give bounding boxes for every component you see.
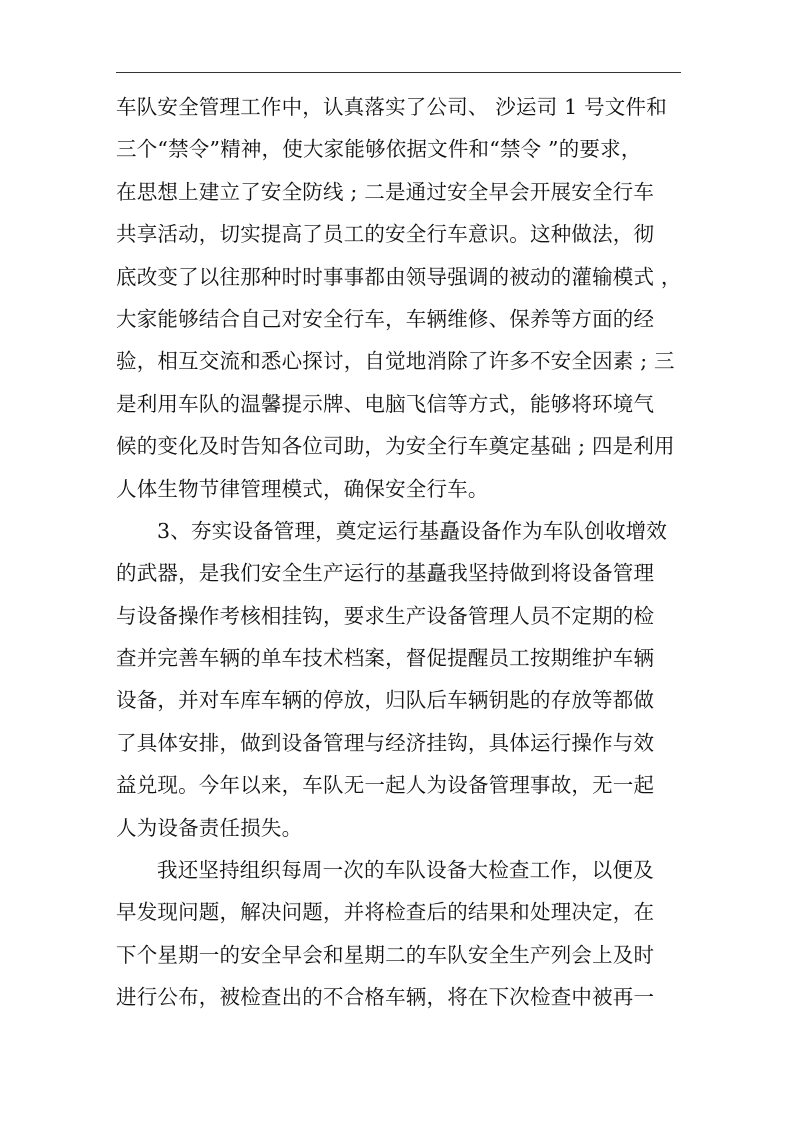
- text-line: 车队安全管理工作中，认真落实了公司、 沙运司 1 号文件和: [116, 95, 667, 119]
- text-line: 了具体安排，做到设备管理与经济挂钩，具体运行操作与效: [116, 730, 655, 755]
- header-rule: [116, 72, 681, 73]
- text-line: 候的变化及时告知各位司助，为安全行车奠定基础 ; 四是利用: [116, 434, 675, 459]
- text-line: 的武器，是我们安全生产运行的基矗我坚持做到将设备管理: [116, 561, 655, 586]
- text-line: 人为设备责任损失。: [116, 815, 303, 840]
- document-body: [116, 86, 686, 1019]
- text-line: 早发现问题，解决问题，并将检查后的结果和处理决定，在: [116, 900, 655, 925]
- text-line: 验，相互交流和悉心探讨，自觉地消除了许多不安全因素 ; 三: [116, 349, 675, 374]
- text-line: 底改变了以往那种时时事事都由领导强调的被动的灌输模式 ，: [116, 264, 682, 289]
- text-line: 进行公布，被检查出的不合格车辆，将在下次检查中被再一: [116, 985, 655, 1010]
- text-line: 益兑现。今年以来，车队无一起人为设备管理事故，无一起: [116, 773, 655, 798]
- text-line: 人体生物节律管理模式，确保安全行车。: [116, 476, 489, 501]
- text-line: 共享活动，切实提高了员工的安全行车意识。这种做法，彻: [116, 222, 655, 247]
- text-line: 是利用车队的温馨提示牌、电脑飞信等方式，能够将环境气: [116, 391, 655, 416]
- paragraph-start-line: 我还坚持组织每周一次的车队设备大检查工作，以便及: [157, 858, 654, 883]
- text-line: 大家能够结合自己对安全行车，车辆维修、保养等方面的经: [116, 306, 655, 331]
- paragraph-start-line: 3、夯实设备管理，奠定运行基矗设备作为车队创收增效: [157, 518, 668, 543]
- text-line: 查并完善车辆的单车技术档案，督促提醒员工按期维护车辆: [116, 646, 655, 671]
- text-line: 在思想上建立了安全防线 ; 二是通过安全早会开展安全行车: [116, 179, 655, 204]
- text-line: 三个“禁令”精神，使大家能够依据文件和“禁令 ”的要求，: [116, 137, 642, 162]
- text-line: 与设备操作考核相挂钩，要求生产设备管理人员不定期的检: [116, 603, 655, 628]
- text-line: 设备，并对车库车辆的停放，归队后车辆钥匙的存放等都做: [116, 688, 655, 713]
- text-line: 下个星期一的安全早会和星期二的车队安全生产列会上及时: [116, 942, 655, 967]
